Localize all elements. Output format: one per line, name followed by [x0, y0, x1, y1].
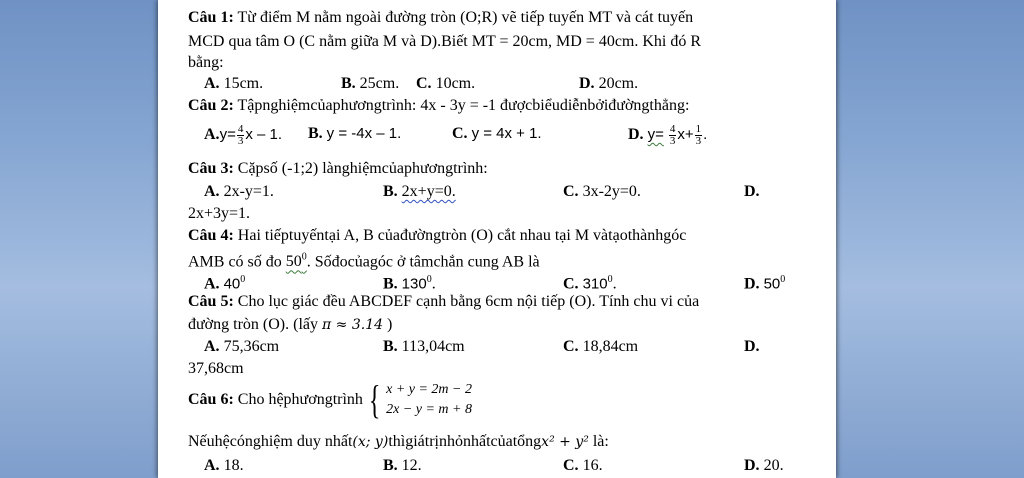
- q2-a-label: A.: [204, 126, 220, 144]
- q5-text1: Cho lục giác đều ABCDEF cạnh bằng 6cm nội tiếp (O). Tính chu vi của: [237, 293, 700, 310]
- q2-d-den1: 3: [669, 135, 676, 147]
- q2-a-pre: y=: [219, 126, 236, 144]
- q1-line1: [188, 8, 693, 27]
- q4-c: 310: [582, 275, 608, 293]
- q3-a-label: A.: [204, 183, 220, 200]
- q6-a: 18.: [223, 457, 244, 474]
- q2-d-pre: y=: [647, 126, 664, 144]
- q4-a-sup: 0: [240, 274, 246, 285]
- q1-answers: [158, 74, 836, 93]
- q5-answers: [158, 337, 836, 356]
- q4-b-label: B.: [383, 275, 398, 293]
- q5-c-label: C.: [563, 338, 579, 355]
- q4-angle-val: 50: [285, 253, 302, 271]
- q5-text2-post: ): [383, 316, 393, 333]
- q2-d-label: D.: [628, 126, 644, 144]
- q2-d-num1: 4: [669, 123, 676, 135]
- q1-d-label: D.: [579, 75, 595, 92]
- q4-b: 130: [401, 275, 427, 293]
- q2-d-den2: 3: [695, 135, 702, 147]
- q6-eq2: 2x − y = m + 8: [386, 402, 472, 418]
- q3-line: [188, 159, 488, 178]
- q2-d-frac2: [695, 124, 703, 147]
- q6-line1: [188, 378, 472, 422]
- q6-line2-mid: thìgiátrịnhỏnhấtcủatổng: [388, 433, 542, 450]
- document-page: [158, 0, 836, 478]
- q4-label: Câu 4:: [188, 227, 234, 244]
- q5-pi-approx: π ≈ 3.14: [322, 317, 384, 333]
- q1-text2: MCD qua tâm O (C nằm giữa M và D).Biết MT = 20cm, MD = 40cm. Khi đó R: [188, 33, 702, 50]
- q6-sum-squares: x² + y²: [541, 434, 589, 450]
- q2-a-post: x – 1.: [245, 126, 283, 144]
- q6-a-label: A.: [204, 457, 220, 474]
- q4-b-sup: 0: [426, 274, 432, 285]
- q6-xy: (x; y): [352, 434, 389, 450]
- q3-c: 3x-2y=0.: [582, 183, 641, 200]
- q3-c-label: C.: [563, 183, 579, 200]
- q4-angle: [286, 253, 307, 270]
- q1-c: 10cm.: [435, 75, 476, 92]
- q2-c-label: C.: [452, 125, 468, 142]
- q2-d-end: .: [703, 126, 708, 144]
- system-brace: {: [368, 377, 381, 423]
- q4-text2-pre: AMB có số đo: [188, 253, 286, 271]
- q4-c-end: .: [612, 275, 617, 293]
- q5-c: 18,84cm: [582, 338, 639, 355]
- q5-line2: [188, 315, 392, 335]
- q2-d-num2: 1: [695, 123, 702, 135]
- q2-line: [188, 96, 689, 115]
- q2-d-mid: x+: [677, 126, 694, 144]
- q3-b-label: B.: [383, 183, 398, 200]
- q4-d-sup: 0: [780, 274, 786, 285]
- q6-line2-post: là:: [588, 433, 609, 450]
- q4-line1: [188, 226, 686, 245]
- q4-answers: [158, 270, 836, 293]
- q5-label: Câu 5:: [188, 293, 234, 310]
- q2-c: y = 4x + 1.: [471, 125, 542, 142]
- q4-text2-post: . Sốđocủagóc ở tâmchắn cung AB là: [306, 253, 540, 271]
- q2-answers: [158, 124, 836, 150]
- q1-b-label: B.: [341, 75, 356, 92]
- q1-text3: bằng:: [188, 54, 224, 71]
- q6-text: Cho hệphươngtrình: [237, 391, 363, 408]
- q4-line2: [188, 248, 540, 271]
- q3-b: 2x+y=0.: [401, 183, 456, 200]
- q5-a-label: A.: [204, 338, 220, 355]
- q1-label: Câu 1:: [188, 9, 234, 26]
- q1-a: 15cm.: [223, 75, 264, 92]
- q3-d-label: D.: [744, 183, 760, 200]
- q2-b: y = -4x – 1.: [326, 125, 402, 142]
- q4-angle-sup: 0: [301, 252, 307, 263]
- q2-d-frac1: [669, 124, 677, 147]
- q3-label: Câu 3:: [188, 160, 234, 177]
- q6-c: 16.: [582, 457, 603, 474]
- q2-label: Câu 2:: [188, 97, 234, 114]
- q3-a: 2x-y=1.: [223, 183, 274, 200]
- q5-line1: [188, 292, 699, 311]
- q4-c-sup: 0: [607, 274, 613, 285]
- q1-a-label: A.: [204, 75, 220, 92]
- q6-d-label: D.: [744, 457, 760, 474]
- q6-d: 20.: [763, 457, 784, 474]
- q2-a-den: 3: [237, 135, 244, 147]
- q6-line2-pre: Nếuhệcónghiệm duy nhất: [188, 433, 353, 450]
- q6-b: 12.: [401, 457, 422, 474]
- q1-text1: Từ điểm M nằm ngoài đường tròn (O;R) vẽ tiếp tuyến MT và cát tuyến: [237, 9, 694, 26]
- q1-d: 20cm.: [598, 75, 639, 92]
- q6-eq1: x + y = 2m − 2: [386, 382, 472, 398]
- q2-b-label: B.: [308, 125, 323, 142]
- q4-text1: Hai tiếptuyếntại A, B củađườngtròn (O) cắt nhau tại M vàtạothànhgóc: [237, 227, 687, 244]
- q6-answers: [158, 456, 836, 475]
- q4-a: 40: [223, 275, 241, 293]
- q4-d: 50: [763, 275, 781, 293]
- q1-b: 25cm.: [359, 75, 400, 92]
- q2-a-num: 4: [237, 123, 244, 135]
- q4-c-label: C.: [563, 275, 579, 293]
- q4-a-label: A.: [204, 275, 220, 293]
- q4-d-label: D.: [744, 275, 760, 293]
- q6-label: Câu 6:: [188, 391, 234, 408]
- q5-b: 113,04cm: [401, 338, 465, 355]
- q5-a: 75,36cm: [223, 338, 280, 355]
- q5-text2-pre: đường tròn (O). (lấy: [188, 316, 322, 333]
- q3-text: Cặpsố (-1;2) lànghiệmcủaphươngtrình:: [237, 160, 488, 177]
- equation-system: [386, 380, 472, 420]
- q4-b-end: .: [431, 275, 436, 293]
- q5-d-label: D.: [744, 338, 760, 355]
- q5-b-label: B.: [383, 338, 398, 355]
- q1-c-label: C.: [416, 75, 432, 92]
- q5-d: 37,68cm: [188, 360, 244, 377]
- q6-b-label: B.: [383, 457, 398, 474]
- q6-line2: [188, 432, 609, 452]
- q3-d: 2x+3y=1.: [188, 205, 251, 222]
- q2-a-frac: [237, 124, 245, 147]
- q6-c-label: C.: [563, 457, 579, 474]
- q2-text: Tậpnghiệmcủaphươngtrình: 4x - 3y = -1 đượcbiểudiễnbởiđườngthẳng:: [237, 97, 690, 114]
- q3-answers: [158, 182, 836, 201]
